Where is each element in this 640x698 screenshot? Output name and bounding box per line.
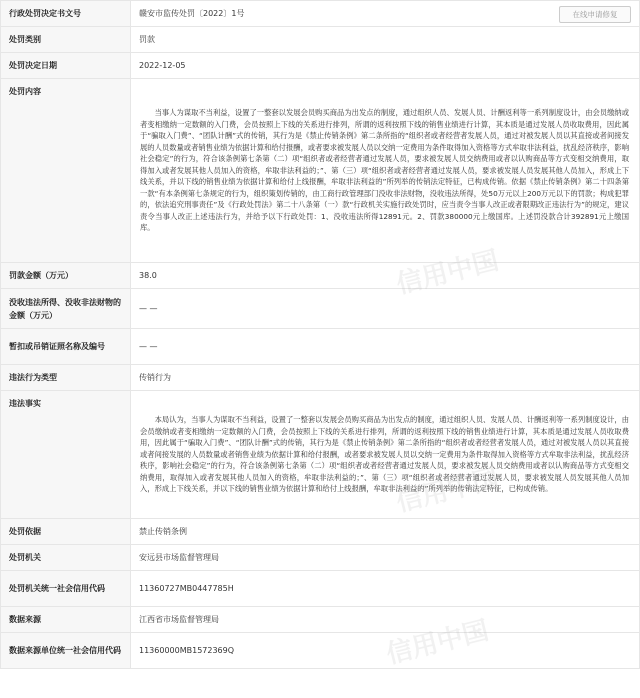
row-authority-credit-code [1,571,640,607]
decision-number-cell [131,1,640,27]
penalty-category-label: 处罚类别 [1,27,131,53]
row-fine-amount [1,263,640,289]
row-violation-facts [1,391,640,519]
row-decision-number [1,1,640,27]
fine-amount-value: 38.0 [131,263,640,289]
row-decision-date [1,53,640,79]
penalty-basis-value: 禁止传销条例 [131,519,640,545]
violation-type-value: 传销行为 [131,365,640,391]
license-revocation-label: 暂扣或吊销证照名称及编号 [1,329,131,365]
row-penalty-authority [1,545,640,571]
penalty-authority-label: 处罚机关 [1,545,131,571]
license-revocation-value: — — [131,329,640,365]
penalty-authority-value: 安远县市场监督管理局 [131,545,640,571]
penalty-content-text: 当事人为谋取不当利益，设置了一整套以发展会员购买商品为出发点的制度，通过组织人员、发展人员、计酬返利等一系列制度设计，由会员缴纳或者变相缴纳一定数额的入门费，会员按照上下线的关系进行排列，所谓的返利按照下线的销售业绩进行计算，其本质是通过发展人员收取费用，因此属于“骗取入门费”、“团队计酬”式的传销，其行为是《禁止传销条例》第二条所指的“组织者或者经营者发展人员，通过对被发展人员以其直接或者间接发展的人员数量或者销售业绩为依据计算和给付报酬，或者要求被发展人员以交纳一定费用为条件取得加入资格等方式牟取非法利益，扰乱经济秩序，影响社会稳定”的行为，符合该条例第七条第（二）项“组织者或者经营者通过发展人员，要求被发展人员交纳费用或者以认购商品等方式变相交纳费用，取得加入或者发展其他人员加入的资格，牟取非法利益的；”、第（三）项“组织者或者经营者通过发展人员，要求被发展人员发展其他人员加入，形成上下线关系，并以下线的销售业绩为依据计算和给付上线报酬，牟取非法利益的”所列举的传销法定特征，已构成传销。依据《禁止传销条例》第二十四条第一款“有本条例第七条规定的行为，组织策划传销的，由工商行政管理部门没收非法财物，没收违法所得，处50万元以上200万元以下的罚款；构成犯罪的，依法追究刑事责任”及《行政处罚法》第二十八条第（一）款“行政机关实施行政处罚时，应当责令当事人改正或者限期改正违法行为”的规定，建议责令当事人改正上述违法行为，并给予以下行政处罚：1、没收违法所得12891元。2、罚款380000元上缴国库。上述罚没款合计392891元上缴国库。 [140,108,629,233]
watermark-text: 信用中国 [383,615,492,671]
row-penalty-content [1,79,640,263]
source-credit-code-value: 11360000MB1572369Q [131,633,640,669]
row-violation-type [1,365,640,391]
data-source-value: 江西省市场监督管理局 [131,607,640,633]
decision-number-label: 行政处罚决定书文号 [1,1,131,27]
online-repair-button[interactable]: 在线申请修复 [559,6,631,23]
row-data-source [1,607,640,633]
confiscation-amount-value: — — [131,289,640,329]
decision-date-label: 处罚决定日期 [1,53,131,79]
source-credit-code-label: 数据来源单位统一社会信用代码 [1,633,131,669]
violation-facts-text: 本局认为，当事人为谋取不当利益，设置了一整套以发展会员购买商品为出发点的制度，通过组织人员、发展人员、计酬返利等一系列制度设计，由会员缴纳或者变相缴纳一定数额的入门费，会员按照上下线的关系进行排列，所谓的返利按照下线的销售业绩进行计算，其本质是通过发展人员收取费用，因此属于“骗取入门费”、“团队计酬”式的传销，其行为是《禁止传销条例》第二条所指的“组织者或者经营者发展人员，通过对被发展人员以其直接或者间接发展的人员数量或者销售业绩为依据计算和给付报酬，或者要求被发展人员以交纳一定费用为条件取得加入资格等方式牟取非法利益，扰乱经济秩序，影响社会稳定”的行为，符合该条例第七条第（二）项“组织者或者经营者通过发展人员，要求被发展人员交纳费用或者以认购商品等方式变相交纳费用，取得加入或者发展其他人员加入的资格，牟取非法利益的；”、第（三）项“组织者或者经营者通过发展人员，要求被发展人员发展其他人员加入，形成上下线关系，并以下线的销售业绩为依据计算和给付上线报酬，牟取非法利益的”所列举的传销法定特征，已构成传销。 [140,415,629,494]
row-penalty-category [1,27,640,53]
decision-number-value: 赣安市监传处罚〔2022〕1号 [139,9,245,18]
confiscation-amount-label: 没收违法所得、没收非法财物的金额（万元） [1,289,131,329]
data-source-label: 数据来源 [1,607,131,633]
row-confiscation-amount [1,289,640,329]
penalty-content-cell [131,79,640,263]
decision-date-value: 2022-12-05 [131,53,640,79]
fine-amount-label: 罚款金额（万元） [1,263,131,289]
penalty-basis-label: 处罚依据 [1,519,131,545]
watermark-text: 信用中国 [393,463,502,519]
violation-facts-label: 违法事实 [1,391,131,519]
row-license-revocation [1,329,640,365]
row-source-credit-code [1,633,640,669]
penalty-category-value: 罚款 [131,27,640,53]
authority-credit-code-label: 处罚机关统一社会信用代码 [1,571,131,607]
watermark-text: 信用中国 [393,245,502,301]
penalty-content-label: 处罚内容 [1,79,131,263]
authority-credit-code-value: 11360727MB0447785H [131,571,640,607]
row-penalty-basis [1,519,640,545]
violation-facts-cell [131,391,640,519]
violation-type-label: 违法行为类型 [1,365,131,391]
